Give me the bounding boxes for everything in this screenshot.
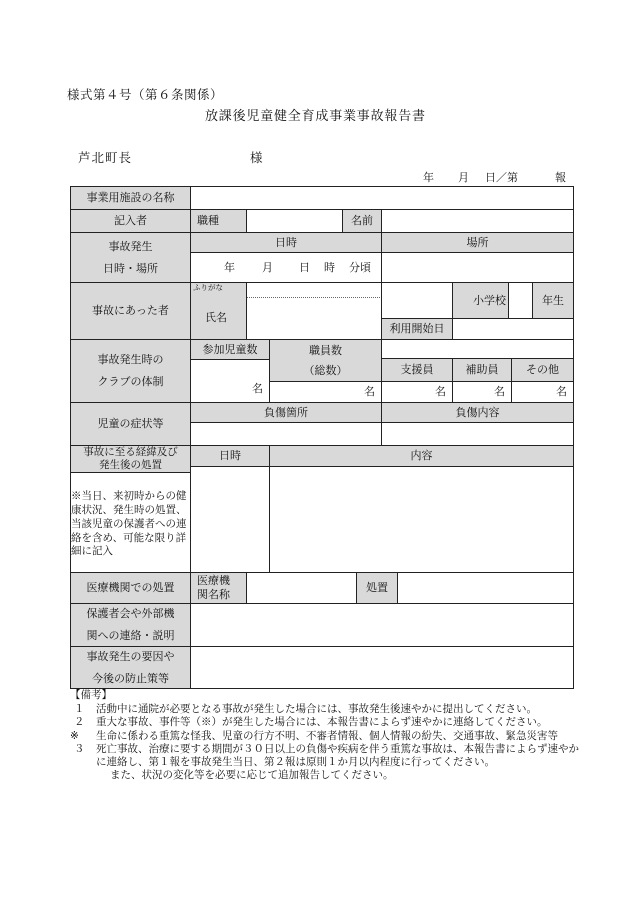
cause-prevention-label-line2: 今後の防止策等	[92, 671, 169, 685]
assistant-field[interactable]	[452, 381, 512, 403]
treatment-label: 処置	[356, 572, 398, 604]
facility-name-field[interactable]	[190, 186, 574, 210]
process-note: ※当日、来初時からの健康状況、発生時の処置、当該児童の保護者への連絡を含め、可能な限り詳細に記入	[71, 490, 187, 558]
process-note-cell	[70, 472, 191, 573]
report-date-line	[423, 169, 566, 185]
treatment-field[interactable]	[397, 572, 574, 604]
staff-total-field[interactable]	[269, 381, 382, 403]
guardian-contact-label-line1: 保護者会や外部機	[86, 607, 175, 621]
date-report-label: 報	[555, 171, 566, 184]
writer-name-label: 名前	[342, 209, 382, 233]
writer-name-field[interactable]	[381, 209, 574, 233]
furigana-label: ふりがな	[193, 283, 223, 292]
cause-prevention-label	[70, 646, 191, 689]
medical-name-label	[190, 572, 247, 604]
staff-label	[269, 339, 382, 382]
club-system-label-line2: クラブの体制	[97, 375, 164, 388]
supporter-field[interactable]	[381, 381, 453, 403]
injury-site-field[interactable]	[190, 422, 382, 446]
medical-name-label-line2: 関名称	[197, 588, 230, 601]
occurrence-datetime-header: 日時	[190, 232, 382, 253]
notes-heading: 【備考】	[70, 689, 112, 701]
grade-label: 年生	[532, 282, 574, 319]
staff-breakdown-blank	[381, 339, 574, 359]
participants-unit: 名	[252, 382, 263, 396]
date-month-label: 月	[458, 171, 469, 184]
note-item	[70, 716, 580, 729]
school-name-field[interactable]	[381, 282, 453, 319]
supporter-unit: 名	[435, 385, 446, 399]
unit-minute: 分頃	[349, 260, 371, 274]
process-label	[70, 445, 191, 473]
medical-name-label-line1: 医療機	[197, 574, 230, 588]
full-name-label: 氏名	[190, 297, 247, 340]
injury-details-header: 負傷内容	[381, 402, 574, 423]
injury-details-field[interactable]	[381, 422, 574, 446]
note-text: 死亡事故、治療に要する期間が３０日以上の負傷や疾病を伴う重篤な事故は、本報告書によらず速やかに連絡し、第１報を事故発生当日、第２報は原則１か月以内程度に行ってください。	[96, 742, 579, 769]
process-content-field[interactable]	[269, 466, 574, 573]
date-year-label: 年	[423, 171, 434, 184]
guardian-contact-label	[70, 603, 191, 647]
note-text: 重大な事故、事件等（※）が発生した場合には、本報告書によらず速やかに連絡してください。	[96, 716, 548, 729]
occurrence-label-line1: 事故発生	[108, 239, 153, 253]
club-system-label	[70, 339, 191, 403]
participants-field[interactable]	[190, 359, 270, 403]
assistant-unit: 名	[494, 385, 505, 399]
participants-label: 参加児童数	[190, 339, 270, 360]
occurrence-place-field[interactable]	[381, 252, 574, 283]
note-text: 生命に係わる重篤な怪我、児童の行方不明、不審者情報、個人情報の紛失、交通事故、緊急災害等	[96, 729, 558, 742]
furigana-label-cell	[190, 282, 247, 298]
note-text: 活動中に通院が必要となる事故が発生した場合には、事故発生後速やかに提出してください。	[96, 703, 537, 716]
guardian-contact-label-line2: 関への連絡・説明	[86, 629, 175, 642]
staff-label-line2: （総数）	[303, 363, 348, 377]
unit-day: 日	[299, 260, 310, 274]
grade-field[interactable]	[508, 282, 533, 319]
note-item	[70, 769, 580, 782]
elementary-school-label: 小学校	[452, 282, 509, 319]
guardian-contact-field[interactable]	[190, 603, 574, 647]
form-number: 様式第４号（第６条関係）	[67, 87, 224, 102]
medical-name-field[interactable]	[246, 572, 357, 604]
unit-year: 年	[224, 260, 235, 274]
process-label-line2: 発生後の処置	[99, 459, 162, 471]
job-type-field[interactable]	[246, 209, 343, 233]
staff-label-line1: 職員数	[309, 343, 342, 357]
start-date-label: 利用開始日	[381, 318, 453, 340]
furigana-field[interactable]	[246, 282, 382, 298]
unit-hour: 時	[324, 260, 335, 274]
facility-name-label: 事業用施設の名称	[70, 186, 191, 210]
other-unit: 名	[556, 385, 567, 399]
supporter-label: 支援員	[381, 358, 453, 382]
note-item	[70, 730, 580, 743]
process-content-header: 内容	[269, 445, 574, 467]
note-item	[70, 743, 580, 769]
note-mark	[70, 769, 110, 782]
victim-label: 事故にあった者	[70, 282, 191, 340]
process-datetime-field[interactable]	[190, 466, 270, 573]
staff-total-unit: 名	[364, 385, 375, 399]
note-text: また、状況の変化等を必要に応じて追加報告してください。	[110, 769, 394, 782]
symptoms-label: 児童の症状等	[70, 402, 191, 446]
job-type-label: 職種	[190, 209, 247, 233]
other-label: その他	[511, 358, 574, 382]
medical-label: 医療機関での処置	[70, 572, 191, 604]
occurrence-datetime-field[interactable]	[190, 252, 382, 283]
start-date-field[interactable]	[452, 318, 574, 340]
note-mark: ※	[70, 729, 79, 742]
document-title: 放課後児童健全育成事業事故報告書	[205, 109, 426, 124]
date-day-report-label: 日／第	[485, 171, 518, 184]
notes-section	[70, 689, 580, 782]
assistant-label: 補助員	[452, 358, 512, 382]
honorific: 様	[250, 150, 263, 165]
full-name-field[interactable]	[246, 297, 382, 340]
club-system-label-line1: 事故発生時の	[97, 353, 164, 367]
note-mark: ３	[74, 742, 85, 755]
other-field[interactable]	[511, 381, 574, 403]
addressee: 芦北町長	[78, 150, 133, 165]
accident-report-form	[70, 186, 574, 689]
cause-prevention-field[interactable]	[190, 646, 574, 689]
process-label-line1: 事故に至る経緯及び	[83, 445, 178, 458]
writer-label: 記入者	[70, 209, 191, 233]
note-mark: １	[74, 703, 85, 716]
occurrence-label-line2: 日時・場所	[103, 261, 158, 275]
unit-month: 月	[262, 260, 273, 274]
injury-site-header: 負傷箇所	[190, 402, 382, 423]
process-datetime-header: 日時	[190, 445, 270, 467]
occurrence-label	[70, 232, 191, 283]
cause-prevention-label-line1: 事故発生の要因や	[86, 649, 175, 663]
note-item	[70, 703, 580, 716]
note-mark: ２	[74, 716, 85, 729]
occurrence-place-header: 場所	[381, 232, 574, 253]
